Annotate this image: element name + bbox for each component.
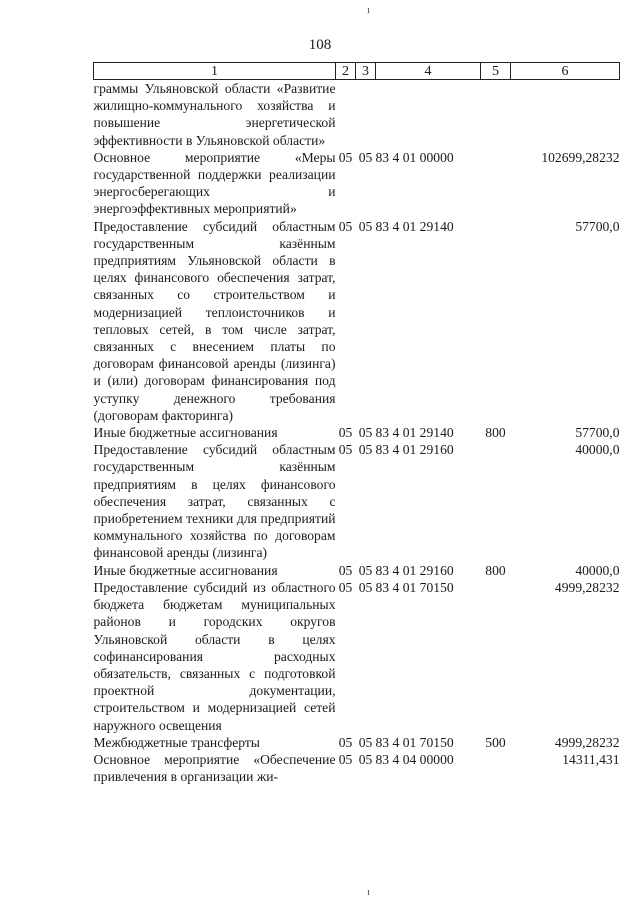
row-name: Предоставление субсидий из областного бюджета бюджетам муниципальных районов и городских округов Ульяновской области в целях софинансирования расходных обязательств, связанных с подготовкой проектной документации, строительством и модернизацией сетей наружного освещения bbox=[93, 579, 336, 733]
row-amount bbox=[511, 80, 620, 149]
row-name: Основное мероприятие «Меры государственной поддержки реализации энергосберегающих и энергоэффективных мероприятий» bbox=[93, 149, 336, 217]
row-target-code: 83 4 01 29160 bbox=[375, 562, 454, 578]
row-target-code: 83 4 01 29160 bbox=[375, 442, 454, 458]
row-name: граммы Ульяновской области «Развитие жилищно-коммунального хозяйства и повышение энергетической эффективности в Ульяновской области» bbox=[93, 81, 336, 148]
row-section: 05 bbox=[338, 218, 353, 234]
row-expense-type: 800 bbox=[485, 562, 506, 578]
top-scan-mark: ı bbox=[367, 4, 371, 16]
header-col-5: 5 bbox=[481, 63, 511, 80]
row-expense-type bbox=[481, 579, 511, 734]
row-name: Межбюджетные трансферты bbox=[93, 734, 260, 750]
row-subsection: 05 bbox=[358, 218, 373, 234]
table-row bbox=[94, 80, 620, 149]
row-amount: 57700,0 bbox=[575, 218, 620, 234]
row-section bbox=[336, 80, 356, 149]
row-expense-type: 500 bbox=[485, 734, 506, 750]
row-subsection: 05 bbox=[358, 734, 373, 750]
row-amount: 4999,28232 bbox=[554, 734, 620, 750]
header-col-1: 1 bbox=[94, 63, 336, 80]
table-row bbox=[94, 579, 620, 734]
row-name: Предоставление субсидий областным государственным казённым предприятиям в целях финансового обеспечения затрат, связанных с приобретением техники для предприятий коммунального хозяйства по договорам финансовой аренды (лизинга) bbox=[93, 442, 336, 561]
row-target-code: 83 4 01 70150 bbox=[375, 734, 454, 750]
row-target-code bbox=[376, 80, 481, 149]
row-section: 05 bbox=[338, 751, 353, 767]
row-expense-type bbox=[481, 80, 511, 149]
row-subsection: 05 bbox=[358, 149, 373, 165]
budget-table bbox=[93, 62, 620, 785]
row-amount: 102699,28232 bbox=[541, 149, 620, 165]
row-target-code: 83 4 04 00000 bbox=[375, 751, 454, 767]
table-row bbox=[94, 734, 620, 751]
table-row bbox=[94, 149, 620, 218]
row-subsection: 05 bbox=[358, 425, 373, 441]
row-target-code: 83 4 01 70150 bbox=[375, 579, 454, 595]
table-row bbox=[94, 424, 620, 441]
row-amount: 57700,0 bbox=[575, 425, 620, 441]
row-section: 05 bbox=[338, 442, 353, 458]
table-row bbox=[94, 751, 620, 785]
table-row bbox=[94, 218, 620, 424]
row-name: Иные бюджетные ассигнования bbox=[93, 425, 278, 441]
row-subsection: 05 bbox=[358, 579, 373, 595]
row-name: Иные бюджетные ассигнования bbox=[93, 562, 278, 578]
bottom-scan-mark: ı bbox=[367, 886, 371, 898]
row-expense-type: 800 bbox=[485, 425, 506, 441]
row-amount: 40000,0 bbox=[575, 562, 620, 578]
row-amount: 40000,0 bbox=[575, 442, 620, 458]
row-section: 05 bbox=[338, 425, 353, 441]
row-name: Основное мероприятие «Обеспечение привлечения в организации жи- bbox=[93, 751, 336, 785]
page-number: 108 bbox=[308, 37, 332, 53]
row-subsection: 05 bbox=[358, 442, 373, 458]
row-expense-type bbox=[481, 441, 511, 561]
row-target-code: 83 4 01 29140 bbox=[375, 425, 454, 441]
header-col-4: 4 bbox=[376, 63, 481, 80]
row-target-code: 83 4 01 29140 bbox=[375, 218, 454, 234]
row-expense-type bbox=[481, 751, 511, 785]
row-section: 05 bbox=[338, 562, 353, 578]
row-subsection: 05 bbox=[358, 751, 373, 767]
row-subsection: 05 bbox=[358, 562, 373, 578]
header-col-6: 6 bbox=[511, 63, 620, 80]
row-expense-type bbox=[481, 149, 511, 218]
header-col-3: 3 bbox=[356, 63, 376, 80]
table-header-row bbox=[94, 63, 620, 80]
row-amount: 4999,28232 bbox=[554, 579, 620, 595]
row-section: 05 bbox=[338, 149, 353, 165]
row-target-code: 83 4 01 00000 bbox=[375, 149, 454, 165]
table-row bbox=[94, 562, 620, 579]
row-amount: 14311,431 bbox=[562, 751, 620, 767]
row-subsection bbox=[356, 80, 376, 149]
row-name: Предоставление субсидий областным государственным казённым предприятиям Ульяновской области в целях финансового обеспечения затрат, связанных со строительством и модернизацией теплоисточников и тепловых сетей, в том числе затрат, связанных с внесением платы по договорам финансовой аренды (лизинга) и (или) договорам финансирования под уступку денежного требования (договорам факторинга) bbox=[93, 218, 336, 423]
header-col-2: 2 bbox=[336, 63, 356, 80]
table-row bbox=[94, 441, 620, 561]
row-section: 05 bbox=[338, 579, 353, 595]
row-expense-type bbox=[481, 218, 511, 424]
row-section: 05 bbox=[338, 734, 353, 750]
